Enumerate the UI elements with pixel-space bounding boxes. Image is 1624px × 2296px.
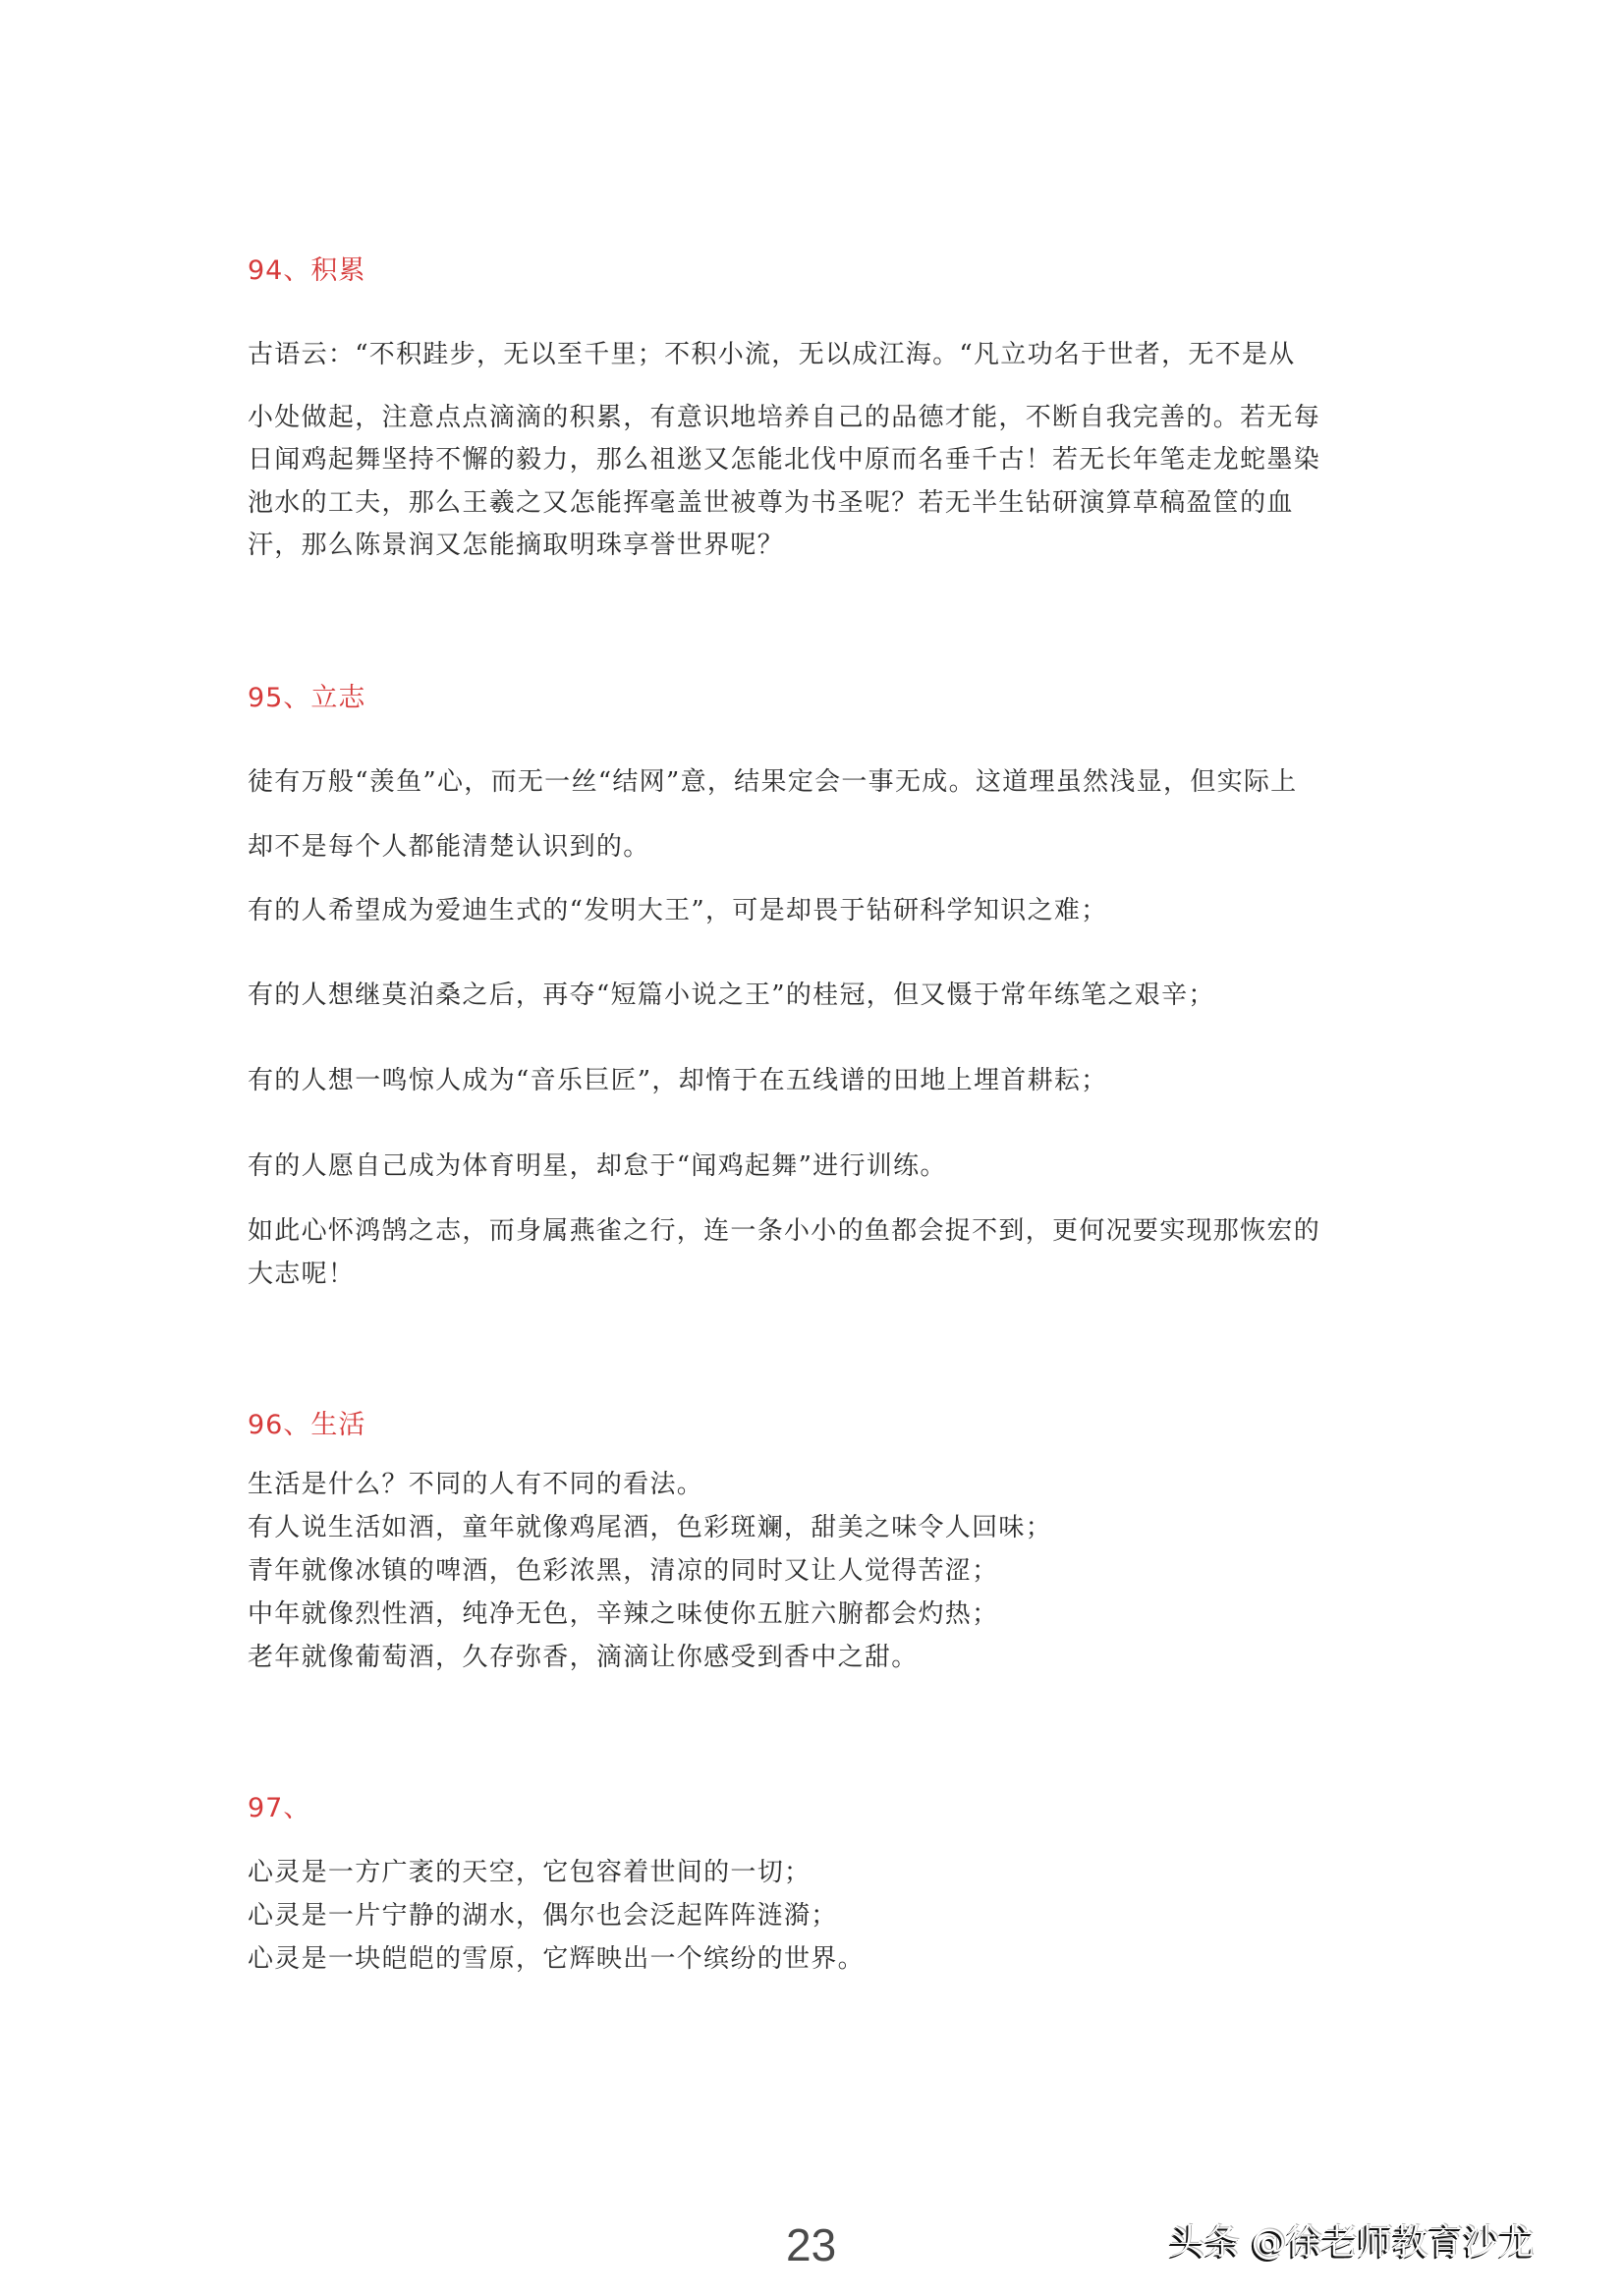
paragraph-line: 心灵是一方广袤的天空，它包容着世间的一切； bbox=[248, 1858, 812, 1887]
paragraph-line: 有的人想继莫泊桑之后，再夺“短篇小说之王”的桂冠，但又慑于常年练笔之艰辛； bbox=[248, 980, 1215, 1010]
section-heading-94: 94、积累 bbox=[248, 255, 366, 286]
paragraph-line: 有的人希望成为爱迪生式的“发明大王”，可是却畏于钻研科学知识之难； bbox=[248, 896, 1108, 925]
paragraph-line: 大志呢！ bbox=[248, 1260, 356, 1289]
paragraph-line: 中年就像烈性酒，纯净无色，辛辣之味使你五脏六腑都会灼热； bbox=[248, 1599, 999, 1629]
paragraph-line: 古语云：“不积跬步，无以至千里；不积小流，无以成江海。“凡立功名于世者，无不是从 bbox=[248, 340, 1296, 369]
watermark: 头条 @徐老师教育沙龙 bbox=[1169, 2222, 1535, 2263]
paragraph-line: 池水的工夫，那么王羲之又怎能挥毫盖世被尊为书圣呢？若无半生钻研演算草稿盈筐的血 bbox=[248, 488, 1294, 518]
paragraph-line: 日闻鸡起舞坚持不懈的毅力，那么祖逖又怎能北伐中原而名垂千古！若无长年笔走龙蛇墨染 bbox=[248, 445, 1321, 475]
page-number: 23 bbox=[786, 2219, 837, 2270]
section-heading-97: 97、 bbox=[248, 1793, 311, 1823]
paragraph-line: 青年就像冰镇的啤酒，色彩浓黑，清凉的同时又让人觉得苦涩； bbox=[248, 1556, 999, 1586]
paragraph-line: 心灵是一块皑皑的雪原，它辉映出一个缤纷的世界。 bbox=[248, 1944, 865, 1974]
paragraph-line: 却不是每个人都能清楚认识到的。 bbox=[248, 832, 650, 862]
paragraph-line: 徒有万般“羡鱼”心，而无一丝“结网”意，结果定会一事无成。这道理虽然浅显，但实际上 bbox=[248, 767, 1298, 797]
paragraph-line: 小处做起，注意点点滴滴的积累，有意识地培养自己的品德才能，不断自我完善的。若无每 bbox=[248, 403, 1321, 432]
section-heading-96: 96、生活 bbox=[248, 1410, 366, 1440]
paragraph-line: 生活是什么？不同的人有不同的看法。 bbox=[248, 1470, 704, 1499]
paragraph-line: 有的人愿自己成为体育明星，却怠于“闻鸡起舞”进行训练。 bbox=[248, 1151, 947, 1181]
paragraph-line: 心灵是一片宁静的湖水，偶尔也会泛起阵阵涟漪； bbox=[248, 1901, 838, 1931]
paragraph-line: 老年就像葡萄酒，久存弥香，滴滴让你感受到香中之甜。 bbox=[248, 1643, 919, 1672]
paragraph-line: 汗，那么陈景润又怎能摘取明珠享誉世界呢？ bbox=[248, 531, 785, 560]
paragraph-line: 有的人想一鸣惊人成为“音乐巨匠”，却惰于在五线谱的田地上埋首耕耘； bbox=[248, 1066, 1108, 1095]
paragraph-line: 有人说生活如酒，童年就像鸡尾酒，色彩斑斓，甜美之味令人回味； bbox=[248, 1513, 1053, 1542]
paragraph-line: 如此心怀鸿鹄之志，而身属燕雀之行，连一条小小的鱼都会捉不到，更何况要实现那恢宏的 bbox=[248, 1216, 1321, 1246]
section-heading-95: 95、立志 bbox=[248, 683, 366, 713]
